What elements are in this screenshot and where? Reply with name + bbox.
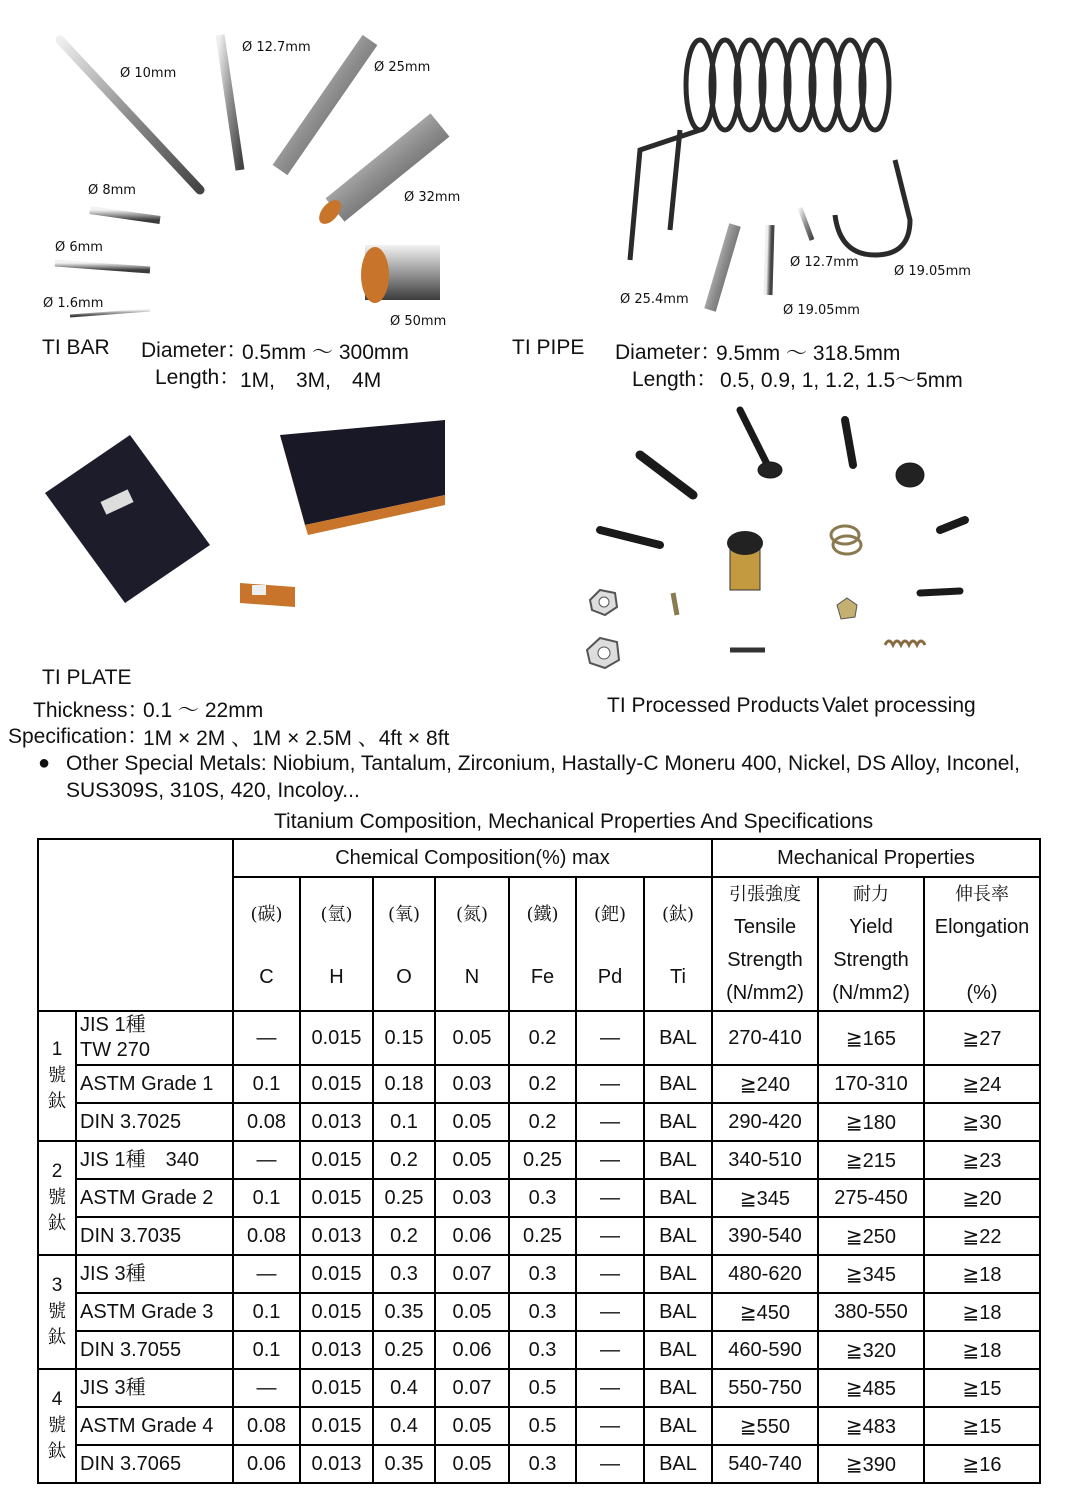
- element-symbol: Pd: [597, 965, 623, 988]
- value-cell: 0.05: [435, 1103, 509, 1141]
- grade-group-char: 鈦: [48, 1327, 66, 1348]
- value-cell: 0.015: [300, 1179, 373, 1217]
- mech-header-2: [924, 877, 1040, 1011]
- table-row: [38, 1065, 1040, 1103]
- mech-header-1: [818, 877, 924, 1011]
- table-corner: [38, 839, 233, 1011]
- value-cell: 0.015: [300, 1141, 373, 1179]
- ti-pipe-title: TI PIPE: [512, 336, 585, 359]
- value-cell: BAL: [644, 1103, 712, 1141]
- value-cell: 0.15: [373, 1011, 435, 1065]
- table-row: [38, 1011, 1040, 1065]
- value-cell: ≧23: [924, 1141, 1040, 1179]
- value-cell: —: [576, 1179, 644, 1217]
- value-cell: BAL: [644, 1293, 712, 1331]
- value-cell: BAL: [644, 1445, 712, 1483]
- value-cell: ≧30: [924, 1103, 1040, 1141]
- other-metals-line2: SUS309S, 310S, 420, Incoloy...: [66, 779, 360, 802]
- standard-name-cell: DIN 3.7055: [76, 1331, 233, 1369]
- ti-plate-spec-value: 1M × 2M 、1M × 2.5M 、4ft × 8ft: [143, 727, 450, 750]
- value-cell: —: [233, 1369, 300, 1407]
- value-cell: 0.3: [509, 1293, 576, 1331]
- ti-pipe-length-label: Length：: [632, 368, 718, 391]
- bar-size-label: Ø 10mm: [120, 66, 177, 81]
- bar-size-label: Ø 6mm: [55, 240, 103, 255]
- value-cell: 0.05: [435, 1407, 509, 1445]
- value-cell: BAL: [644, 1369, 712, 1407]
- value-cell: 0.1: [233, 1293, 300, 1331]
- element-chinese-name: (氫): [320, 903, 353, 925]
- processed-products-image: [575, 395, 995, 685]
- mech-header-line: (N/mm2): [832, 982, 910, 1004]
- value-cell: 0.015: [300, 1065, 373, 1103]
- bar-size-label: Ø 32mm: [404, 190, 461, 205]
- standard-name-cell: ASTM Grade 2: [76, 1179, 233, 1217]
- mech-header-line: (%): [966, 982, 998, 1004]
- value-cell: ≧24: [924, 1065, 1040, 1103]
- grade-group-char: 號: [48, 1065, 66, 1086]
- value-cell: 480-620: [712, 1255, 818, 1293]
- ti-processed-note: Valet processing: [822, 694, 976, 717]
- value-cell: 0.25: [509, 1141, 576, 1179]
- value-cell: 0.2: [509, 1065, 576, 1103]
- element-symbol: O: [396, 965, 412, 988]
- value-cell: —: [576, 1369, 644, 1407]
- value-cell: 0.1: [233, 1331, 300, 1369]
- value-cell: 0.05: [435, 1293, 509, 1331]
- value-cell: 540-740: [712, 1445, 818, 1483]
- bar-size-label: Ø 50mm: [390, 314, 447, 329]
- bar-size-label: Ø 1.6mm: [43, 296, 104, 311]
- grade-group-char: 號: [48, 1415, 66, 1436]
- grade-group-label: [38, 1255, 76, 1369]
- value-cell: 0.03: [435, 1065, 509, 1103]
- mech-header-line: Elongation: [934, 916, 1030, 938]
- standard-name-cell: JIS 1種 340: [76, 1141, 233, 1179]
- value-cell: —: [233, 1011, 300, 1065]
- bar-size-label: Ø 25mm: [374, 60, 431, 75]
- mech-header-line: 伸長率: [955, 884, 1009, 905]
- value-cell: —: [576, 1141, 644, 1179]
- standard-name-cell: ASTM Grade 3: [76, 1293, 233, 1331]
- value-cell: 0.4: [373, 1369, 435, 1407]
- standard-name-cell: ASTM Grade 4: [76, 1407, 233, 1445]
- element-symbol: N: [464, 965, 480, 988]
- element-header-pd: [576, 877, 644, 1011]
- value-cell: ≧485: [818, 1369, 924, 1407]
- value-cell: ≧240: [712, 1065, 818, 1103]
- mech-header-0: [712, 877, 818, 1011]
- ti-pipe-image: [600, 30, 1040, 330]
- value-cell: ≧15: [924, 1369, 1040, 1407]
- value-cell: ≧320: [818, 1331, 924, 1369]
- grade-group-char: 鈦: [48, 1213, 66, 1234]
- value-cell: 0.08: [233, 1103, 300, 1141]
- element-header-fe: [509, 877, 576, 1011]
- value-cell: ≧16: [924, 1445, 1040, 1483]
- value-cell: BAL: [644, 1331, 712, 1369]
- standard-name-cell: DIN 3.7035: [76, 1217, 233, 1255]
- value-cell: BAL: [644, 1255, 712, 1293]
- element-chinese-name: (鈦): [661, 903, 695, 925]
- other-metals-line1: Other Special Metals: Niobium, Tantalum, Zirconium, Hastally-C Moneru 400, Nickel, DS Alloy, Inconel,: [66, 752, 1020, 775]
- mech-header-line: Strength: [833, 949, 909, 971]
- value-cell: 0.013: [300, 1103, 373, 1141]
- table-row: [38, 1255, 1040, 1293]
- mech-properties-header: Mechanical Properties: [712, 839, 1040, 877]
- value-cell: 290-420: [712, 1103, 818, 1141]
- table-row: [38, 1407, 1040, 1445]
- value-cell: 0.08: [233, 1217, 300, 1255]
- table-title: Titanium Composition, Mechanical Properties And Specifications: [274, 810, 874, 833]
- value-cell: 0.015: [300, 1011, 373, 1065]
- value-cell: 0.3: [373, 1255, 435, 1293]
- value-cell: 0.05: [435, 1445, 509, 1483]
- table-row: [38, 1217, 1040, 1255]
- element-chinese-name: (鐵): [526, 903, 559, 925]
- value-cell: 0.35: [373, 1293, 435, 1331]
- value-cell: 0.07: [435, 1369, 509, 1407]
- value-cell: ≧15: [924, 1407, 1040, 1445]
- value-cell: 0.013: [300, 1217, 373, 1255]
- grade-group-label: [38, 1011, 76, 1141]
- value-cell: ≧22: [924, 1217, 1040, 1255]
- ti-bar-diameter-label: Diameter：: [141, 339, 248, 362]
- value-cell: —: [576, 1217, 644, 1255]
- value-cell: ≧18: [924, 1331, 1040, 1369]
- value-cell: 0.05: [435, 1011, 509, 1065]
- value-cell: —: [576, 1103, 644, 1141]
- value-cell: —: [576, 1293, 644, 1331]
- value-cell: 0.015: [300, 1369, 373, 1407]
- value-cell: ≧180: [818, 1103, 924, 1141]
- element-symbol: Fe: [530, 965, 555, 988]
- value-cell: 340-510: [712, 1141, 818, 1179]
- value-cell: 0.35: [373, 1445, 435, 1483]
- grade-group-char: 號: [48, 1187, 66, 1208]
- value-cell: 0.1: [233, 1065, 300, 1103]
- value-cell: 170-310: [818, 1065, 924, 1103]
- value-cell: ≧165: [818, 1011, 924, 1065]
- mech-header-line: Tensile: [733, 916, 797, 938]
- value-cell: —: [576, 1011, 644, 1065]
- value-cell: 0.2: [509, 1103, 576, 1141]
- element-symbol: Ti: [670, 965, 686, 988]
- value-cell: 0.03: [435, 1179, 509, 1217]
- value-cell: BAL: [644, 1065, 712, 1103]
- standard-name-cell: JIS 3種: [76, 1369, 233, 1407]
- value-cell: 0.06: [435, 1217, 509, 1255]
- element-symbol: H: [329, 965, 344, 988]
- value-cell: 0.08: [233, 1407, 300, 1445]
- grade-group-char: 鈦: [48, 1091, 66, 1112]
- value-cell: 0.013: [300, 1445, 373, 1483]
- value-cell: ≧345: [712, 1179, 818, 1217]
- value-cell: 0.5: [509, 1407, 576, 1445]
- value-cell: 0.25: [373, 1179, 435, 1217]
- value-cell: 0.1: [233, 1179, 300, 1217]
- bullet-icon: ●: [38, 752, 51, 774]
- value-cell: ≧18: [924, 1293, 1040, 1331]
- value-cell: —: [233, 1141, 300, 1179]
- ti-plate-image: [40, 415, 460, 625]
- value-cell: 380-550: [818, 1293, 924, 1331]
- standard-name-cell: DIN 3.7065: [76, 1445, 233, 1483]
- value-cell: 0.3: [509, 1179, 576, 1217]
- mech-header-line: 引張強度: [729, 884, 801, 905]
- value-cell: 0.25: [509, 1217, 576, 1255]
- element-header-o: [373, 877, 435, 1011]
- composition-table: [37, 838, 1041, 1484]
- table-row: [38, 1369, 1040, 1407]
- mech-header-line: Yield: [849, 916, 893, 938]
- value-cell: ≧215: [818, 1141, 924, 1179]
- value-cell: 0.18: [373, 1065, 435, 1103]
- mech-header-line: (N/mm2): [726, 982, 804, 1004]
- pipe-size-label: Ø 12.7mm: [790, 255, 859, 270]
- grade-group-char: 4: [51, 1389, 63, 1410]
- standard-name-cell: JIS 1種 TW 270: [76, 1011, 233, 1065]
- value-cell: 0.05: [435, 1141, 509, 1179]
- value-cell: ≧450: [712, 1293, 818, 1331]
- ti-plate-thickness-value: 0.1 ～ 22mm: [143, 699, 264, 722]
- value-cell: 0.25: [373, 1331, 435, 1369]
- value-cell: 0.3: [509, 1445, 576, 1483]
- value-cell: 0.015: [300, 1255, 373, 1293]
- bar-size-label: Ø 12.7mm: [242, 40, 311, 55]
- value-cell: BAL: [644, 1141, 712, 1179]
- value-cell: 0.3: [509, 1331, 576, 1369]
- table-row: [38, 1179, 1040, 1217]
- value-cell: BAL: [644, 1011, 712, 1065]
- value-cell: 0.2: [373, 1217, 435, 1255]
- grade-group-char: 1: [51, 1039, 63, 1060]
- standard-name-cell: DIN 3.7025: [76, 1103, 233, 1141]
- value-cell: ≧550: [712, 1407, 818, 1445]
- element-chinese-name: (氮): [455, 903, 489, 925]
- element-header-c: [233, 877, 300, 1011]
- value-cell: BAL: [644, 1407, 712, 1445]
- ti-bar-diameter-value: 0.5mm ～ 300mm: [242, 341, 409, 364]
- value-cell: 0.2: [373, 1141, 435, 1179]
- value-cell: —: [233, 1255, 300, 1293]
- pipe-size-label: Ø 19.05mm: [783, 303, 860, 318]
- table-row: [38, 1293, 1040, 1331]
- ti-pipe-diameter-label: Diameter：: [615, 341, 722, 364]
- grade-group-char: 號: [48, 1301, 66, 1322]
- value-cell: BAL: [644, 1179, 712, 1217]
- value-cell: 0.4: [373, 1407, 435, 1445]
- mech-header-line: Strength: [727, 949, 803, 971]
- value-cell: 460-590: [712, 1331, 818, 1369]
- value-cell: —: [576, 1065, 644, 1103]
- value-cell: 550-750: [712, 1369, 818, 1407]
- bar-size-label: Ø 8mm: [88, 183, 136, 198]
- grade-group-char: 鈦: [48, 1441, 66, 1462]
- element-header-ti: [644, 877, 712, 1011]
- value-cell: 275-450: [818, 1179, 924, 1217]
- element-symbol: C: [259, 965, 274, 988]
- value-cell: ≧483: [818, 1407, 924, 1445]
- grade-group-label: [38, 1141, 76, 1255]
- value-cell: ≧390: [818, 1445, 924, 1483]
- table-row: [38, 1103, 1040, 1141]
- table-row: [38, 1445, 1040, 1483]
- element-header-h: [300, 877, 373, 1011]
- pipe-size-label: Ø 25.4mm: [620, 292, 689, 307]
- value-cell: ≧20: [924, 1179, 1040, 1217]
- element-chinese-name: (碳): [250, 903, 283, 925]
- ti-bar-length-value: 1M, 3M, 4M: [240, 369, 382, 392]
- value-cell: 0.1: [373, 1103, 435, 1141]
- value-cell: —: [576, 1255, 644, 1293]
- mech-header-line: [925, 944, 1039, 977]
- value-cell: 0.06: [435, 1331, 509, 1369]
- value-cell: —: [576, 1445, 644, 1483]
- value-cell: 0.06: [233, 1445, 300, 1483]
- ti-processed-title: TI Processed Products: [607, 694, 820, 717]
- value-cell: ≧345: [818, 1255, 924, 1293]
- standard-name-cell: JIS 3種: [76, 1255, 233, 1293]
- value-cell: —: [576, 1407, 644, 1445]
- ti-bar-length-label: Length：: [155, 366, 241, 389]
- value-cell: ≧27: [924, 1011, 1040, 1065]
- ti-plate-thickness-label: Thickness：: [33, 699, 149, 722]
- value-cell: 0.2: [509, 1011, 576, 1065]
- table-row: [38, 1141, 1040, 1179]
- ti-pipe-diameter-value: 9.5mm ～ 318.5mm: [716, 342, 901, 365]
- element-chinese-name: (氧): [387, 903, 421, 925]
- value-cell: 0.3: [509, 1255, 576, 1293]
- element-chinese-name: (鈀): [593, 903, 627, 925]
- grade-group-label: [38, 1369, 76, 1483]
- pipe-size-label: Ø 19.05mm: [894, 264, 971, 279]
- value-cell: 390-540: [712, 1217, 818, 1255]
- value-cell: ≧18: [924, 1255, 1040, 1293]
- value-cell: —: [576, 1331, 644, 1369]
- value-cell: 0.013: [300, 1331, 373, 1369]
- ti-plate-spec-label: Specification：: [8, 725, 149, 748]
- table-row: [38, 1331, 1040, 1369]
- value-cell: 0.015: [300, 1407, 373, 1445]
- value-cell: 0.015: [300, 1293, 373, 1331]
- value-cell: BAL: [644, 1217, 712, 1255]
- value-cell: 0.5: [509, 1369, 576, 1407]
- value-cell: 0.07: [435, 1255, 509, 1293]
- grade-group-char: 3: [51, 1275, 63, 1296]
- value-cell: 270-410: [712, 1011, 818, 1065]
- ti-bar-title: TI BAR: [42, 336, 110, 359]
- mech-header-line: 耐力: [853, 884, 889, 905]
- ti-pipe-length-value: 0.5, 0.9, 1, 1.2, 1.5～5mm: [720, 369, 963, 392]
- grade-group-char: 2: [51, 1161, 63, 1182]
- element-header-n: [435, 877, 509, 1011]
- chem-composition-header: Chemical Composition(%) max: [233, 839, 712, 877]
- standard-name-cell: ASTM Grade 1: [76, 1065, 233, 1103]
- value-cell: ≧250: [818, 1217, 924, 1255]
- ti-plate-title: TI PLATE: [42, 666, 132, 689]
